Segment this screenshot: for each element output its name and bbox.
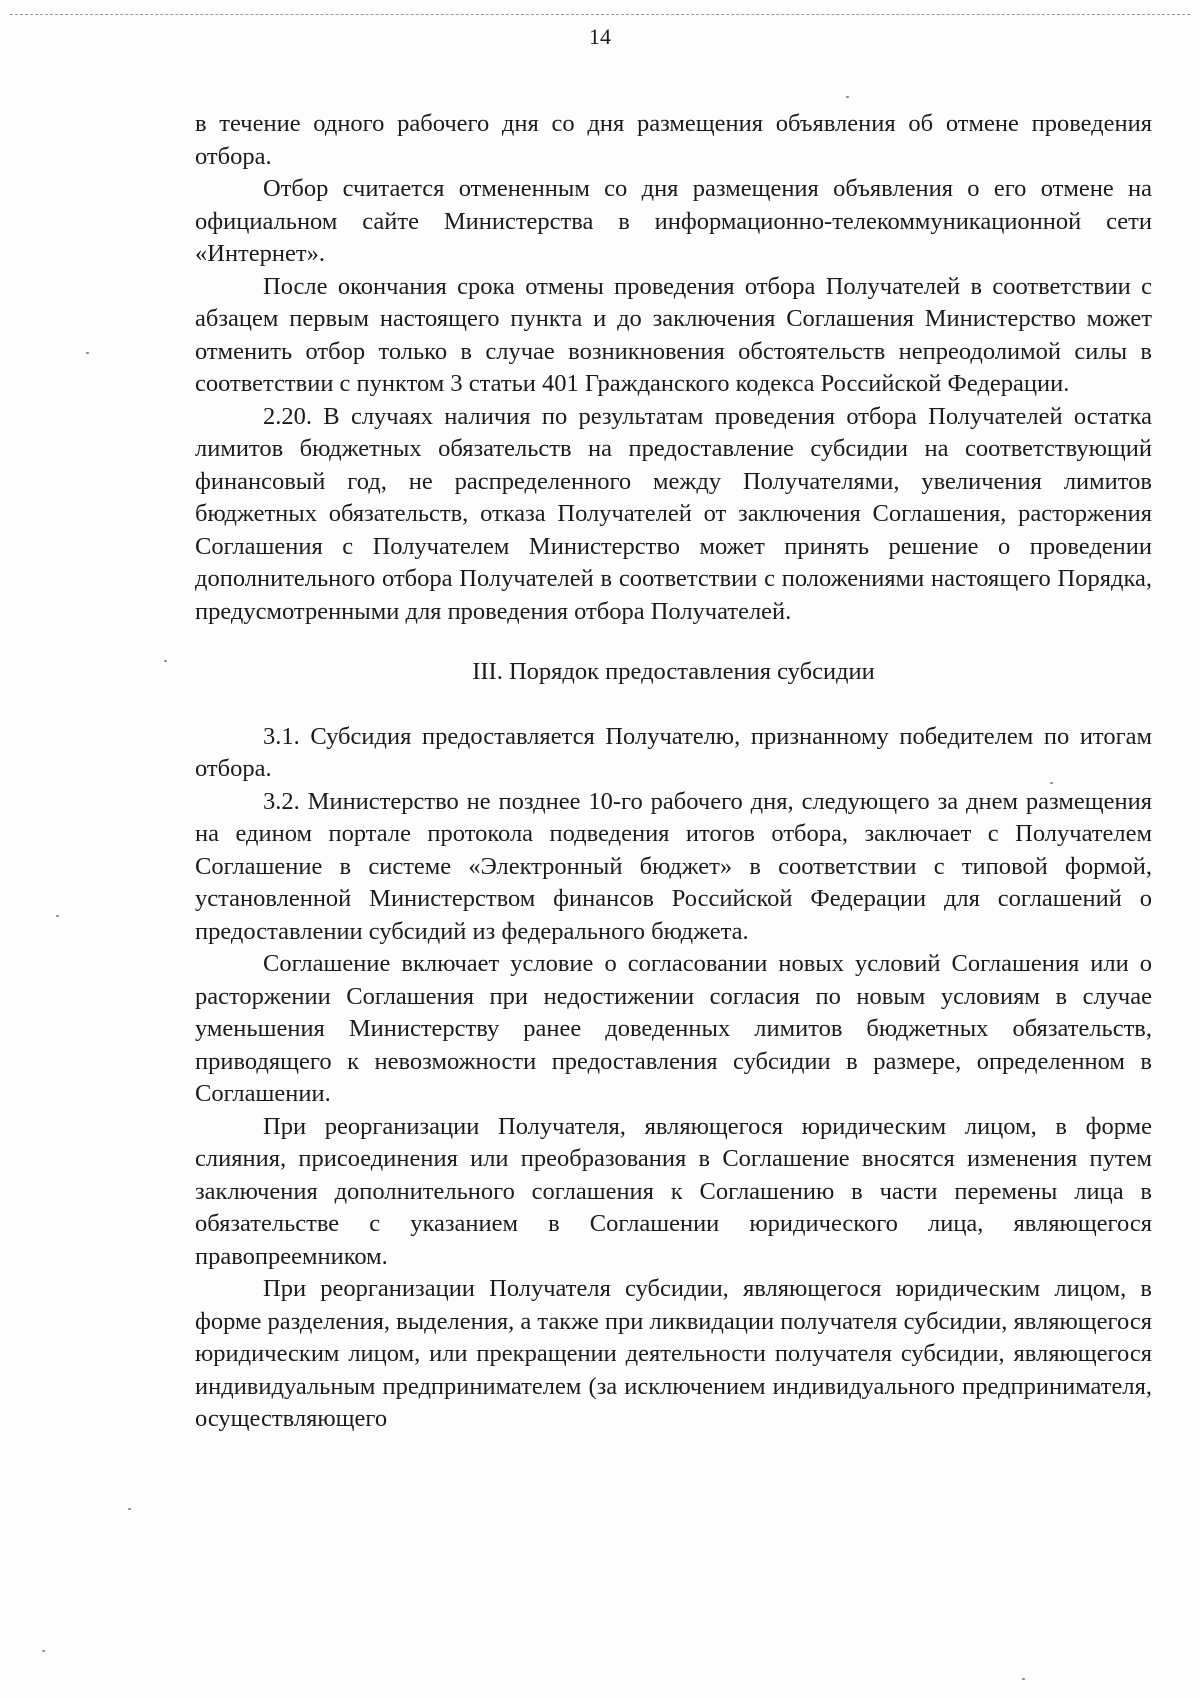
page-number: 14 <box>589 24 611 49</box>
paragraph-reorganization-division: При реорганизации Получателя субсидии, являющегося юридическим лицом, в форме разделения, выделения, а также при ликвидации получателя субсидии, являющегося юридическим лицом, или прекращении деятельности получателя субсидии, являющегося индивидуальным предпринимателем (за исключением индивидуального предпринимателя, осуществляющего <box>195 1275 1152 1432</box>
paragraph-3-2: 3.2. Министерство не позднее 10-го рабочего дня, следующего за днем размещения на едином портале протокола подведения итогов отбора, заключает с Получателем Соглашение в системе «Электронный бюджет» в соответствии с типовой формой, установленной Министерством финансов Российской Федерации для соглашений о предоставлении субсидий из федерального бюджета. <box>195 787 1152 945</box>
scan-top-edge <box>10 14 1190 15</box>
scan-speck <box>42 1650 45 1652</box>
scan-speck <box>128 1508 131 1510</box>
paragraph-cancellation: Отбор считается отмененным со дня размещения объявления о его отмене на официальном сайте Министерства в информационно-телекоммуникационной сети «Интернет». <box>195 175 1152 267</box>
scan-speck <box>846 96 849 98</box>
scan-speck <box>56 915 59 917</box>
paragraph-continuation: в течение одного рабочего дня со дня размещения объявления об отмене проведения отбора. <box>195 110 1152 170</box>
document-body <box>195 108 1152 1436</box>
paragraph-force-majeure: После окончания срока отмены проведения отбора Получателей в соответствии с абзацем первым настоящего пункта и до заключения Соглашения Министерство может отменить отбор только в случае возникновения обстоятельств непреодолимой силы в соответствии с пунктом 3 статьи 401 Гражданского кодекса Российской Федерации. <box>195 272 1152 397</box>
scan-speck <box>86 352 89 354</box>
scan-speck <box>1022 1678 1025 1680</box>
scan-speck <box>164 660 167 662</box>
paragraph-agreement-terms: Соглашение включает условие о согласовании новых условий Соглашения или о расторжении Соглашения при недостижении согласия по новым условиям в случае уменьшения Министерству ранее доведенных лимитов бюджетных обязательств, приводящего к невозможности предоставления субсидии в размере, определенном в Соглашении. <box>195 950 1152 1107</box>
section-heading: III. Порядок предоставления субсидии <box>472 658 875 685</box>
paragraph-2-20: 2.20. В случаях наличия по результатам проведения отбора Получателей остатка лимитов бюджетных обязательств на предоставление субсидии на соответствующий финансовый год, не распределенного между Получателями, увеличения лимитов бюджетных обязательств, отказа Получателей от заключения Соглашения, расторжения Соглашения с Получателем Министерство может принять решение о проведении дополнительного отбора Получателей в соответствии с положениями настоящего Порядка, предусмотренными для проведения отбора Получателей. <box>195 402 1152 625</box>
paragraph-3-1: 3.1. Субсидия предоставляется Получателю, признанному победителем по итогам отбора. <box>195 722 1152 782</box>
paragraph-reorganization-merger: При реорганизации Получателя, являющегося юридическим лицом, в форме слияния, присоединения или преобразования в Соглашение вносятся изменения путем заключения дополнительного соглашения к Соглашению в части перемены лица в обязательстве с указанием в Соглашении юридического лица, являющегося правопреемником. <box>195 1112 1152 1270</box>
scan-speck <box>1050 782 1053 784</box>
